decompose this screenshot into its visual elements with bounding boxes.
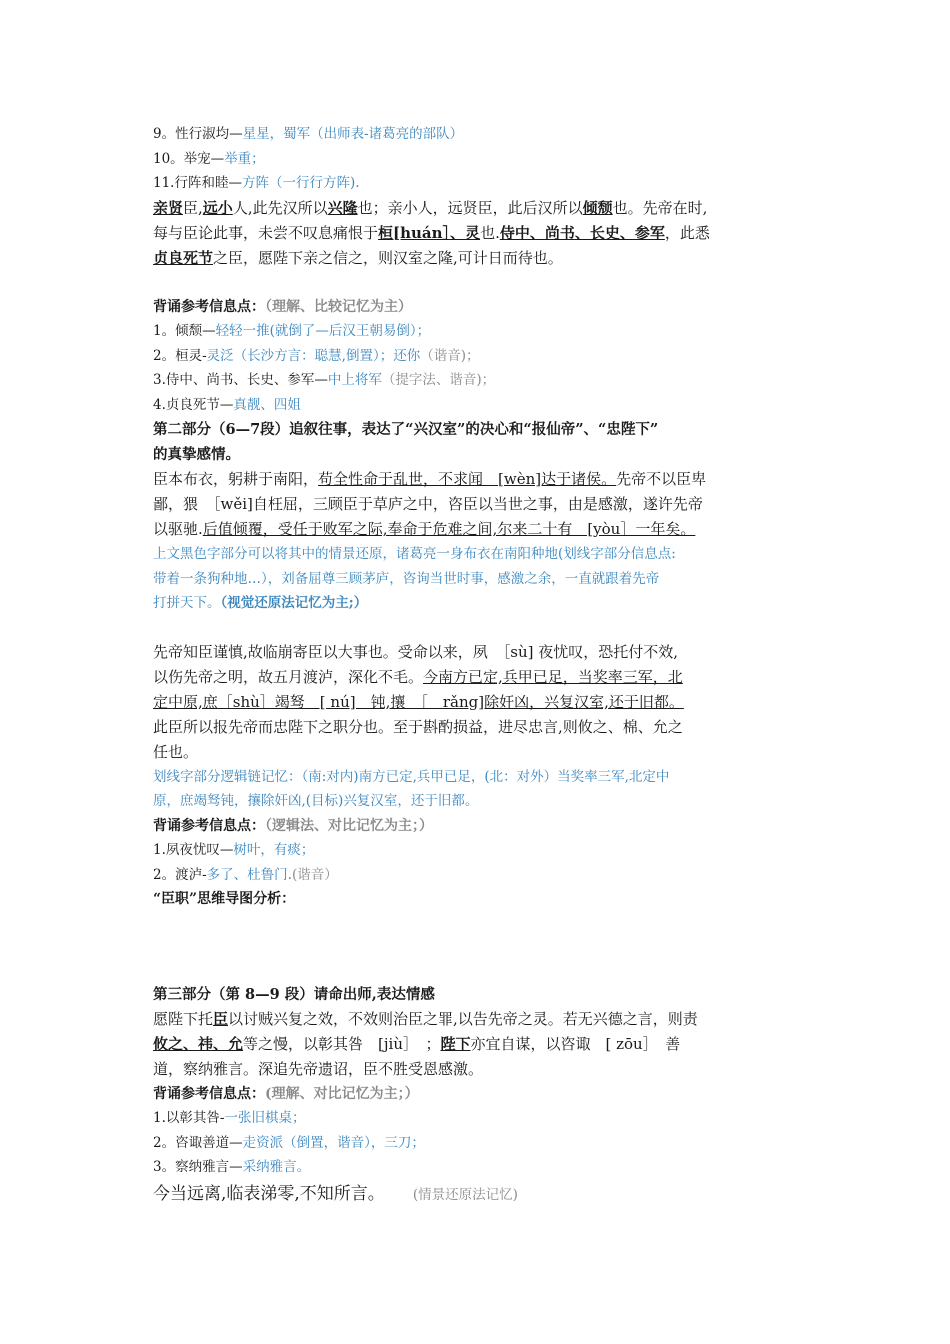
reference-item: 2。渡泸-多了、杜鲁门.(谐音） (153, 866, 338, 883)
memory-note: 划线字部分逻辑链记忆：（南:对内)南方已定,兵甲已足，(北：对外）当奖率三军,北定中 (153, 768, 670, 785)
section-heading: 的真挚感情。 (153, 446, 240, 463)
note-line-10: 10。举宠—举重； (153, 150, 265, 167)
text-paragraph: 以伤先帝之明，故五月渡泸，深化不毛。今南方已定,兵甲已足，当奖率三军，北 (153, 667, 683, 686)
text-paragraph: 鄙，猥 ［wěi]自枉屈，三顾臣于草庐之中，咨臣以当世之事，由是感激，遂许先帝 (153, 495, 703, 513)
section-heading: 第二部分（6—7段）追叙往事，表达了“兴汉室”的决心和“报仙帝”、“忠陛下” (153, 421, 659, 438)
text-paragraph: 此臣所以报先帝而忠陛下之职分也。至于斟酌损益，进尽忠言,则攸之、棉、允之 (153, 717, 683, 736)
text-paragraph: 臣本布衣，躬耕于南阳，苟全性命于乱世，不求闻 [wèn]达于诸侯。先帝不以臣卑 (153, 470, 707, 488)
closing-line: 今当远离,临表涕零,不知所言。 (情景还原法记忆) (153, 1183, 518, 1204)
reference-heading: 背诵参考信息点：（理解、比较记忆为主） (153, 298, 412, 315)
reference-heading: 背诵参考信息点：（逻辑法、对比记忆为主；） (153, 817, 433, 834)
text-paragraph: 定中原,庶［shù］竭驽 [ nú] 钝,攘 ［ rǎng]除奸凶，兴复汉室,还于旧都。 (153, 692, 684, 711)
reference-item: 2。桓灵-灵泛（长沙方言：聪慧,倒置）；还你（谐音)； (153, 347, 480, 364)
mindmap-heading: “臣职”思维导图分析： (153, 891, 296, 907)
text-paragraph: 贞良死节之臣，愿陛下亲之信之，则汉室之隆,可计日而待也。 (153, 248, 563, 267)
memory-note: 上文黑色字部分可以将其中的情景还原，诸葛亮一身布衣在南阳种地(划线字部分信息点: (153, 546, 676, 562)
note-line-9: 9。性行淑均—星星，蜀军（出师表-诸葛亮的部队） (153, 126, 464, 142)
text-paragraph: 亲贤臣,远小人,此先汉所以兴隆也；亲小人，远贤臣，此后汉所以倾颓也。先帝在时, (153, 198, 708, 217)
memory-note: 原，庶竭驽钝，攘除奸凶,(目标)兴复汉室，还于旧都。 (153, 793, 479, 809)
document-page (153, 122, 803, 1209)
text-paragraph: 以驱驰.后值倾覆，受任于败军之际,奉命于危难之间,尔来二十有 [yòu］一年矣。 (153, 520, 696, 538)
reference-item: 3。察纳雅言—采纳雅言。 (153, 1159, 311, 1175)
reference-item: 1.以彰其咎-一张旧棋桌； (153, 1110, 306, 1126)
text-paragraph: 道，察纳雅言。深追先帝遗诏，臣不胜受恩感激。 (153, 1059, 484, 1078)
text-paragraph: 愿陛下托臣以讨贼兴复之效，不效则治臣之罪,以告先帝之灵。若无兴德之言，则责 (153, 1009, 698, 1028)
memory-note: 打拼天下。（视觉还原法记忆为主;） (153, 595, 368, 611)
text-paragraph: 攸之、祎、允等之慢，以彰其咎 [jiù］ ；陛下亦宜自谋，以咨诹 [ zōu］ 善 (153, 1034, 681, 1053)
reference-heading: 背诵参考信息点：(理解、对比记忆为主；） (153, 1085, 419, 1102)
memory-note: 带着一条狗种地…），刘备屈尊三顾茅庐，咨询当世时事，感激之余，一直就跟着先帝 (153, 570, 660, 587)
reference-item: 2。咨诹善道—走资派（倒置，谐音），三刀； (153, 1134, 425, 1151)
note-line-11: 11.行阵和睦—方阵（一行行方阵). (153, 175, 360, 191)
section-heading: 第三部分（第 8—9 段）请命出师,表达情感 (153, 985, 435, 1003)
text-paragraph: 每与臣论此事，未尝不叹息痛恨于桓[huán］、灵也.侍中、尚书、长史、参军，此悉 (153, 223, 710, 242)
reference-item: 1。倾颓—轻轻一推(就倒了—后汉王朝易倒）； (153, 323, 431, 339)
reference-item: 4.贞良死节—真靓、四姐 (153, 396, 301, 413)
text-paragraph: 先帝知臣谨慎,故临崩寄臣以大事也。受命以来，夙 ［sù] 夜忧叹，恐托付不效, (153, 642, 679, 661)
reference-item: 3.侍中、尚书、长史、参军—中上将军（提字法、谐音)； (153, 372, 496, 388)
reference-item: 1.夙夜忧叹—树叶，有痰； (153, 842, 315, 858)
text-paragraph: 任也。 (153, 742, 199, 761)
